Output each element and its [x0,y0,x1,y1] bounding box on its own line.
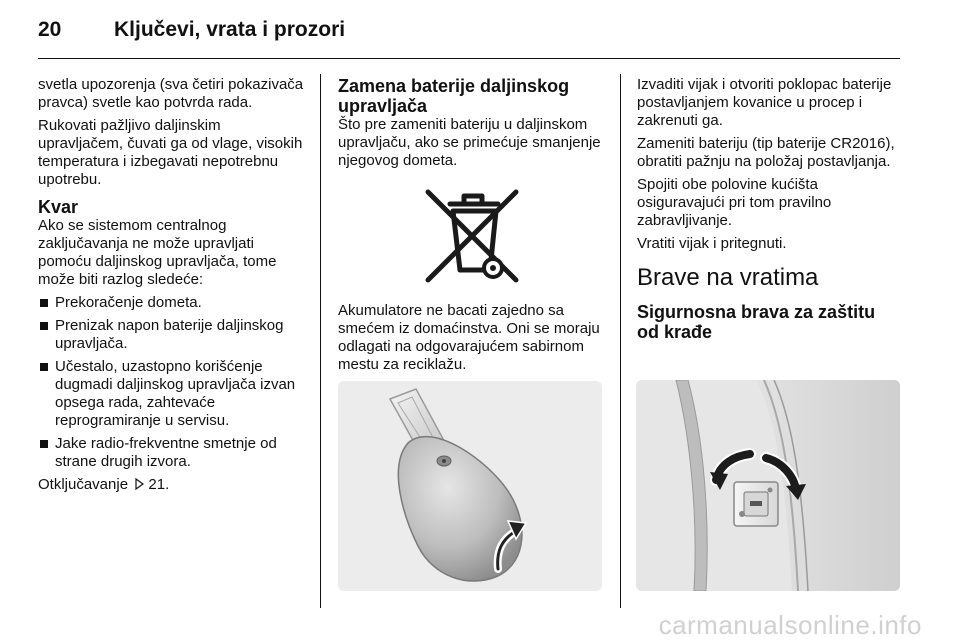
column-divider-1 [320,74,321,608]
bullet-list [38,294,306,471]
xref-label: Otključavanje [38,476,129,493]
paragraph: Spojiti obe polovine kućišta osiguravajući pri tom pravilno zabravljivanje. [637,176,832,229]
list-item-text: Učestalo, uzastopno korišćenje dugmadi daljinskog upravljača izvan opsega rada, zahtevaće reprogramiranje u servisu. [55,358,296,429]
bullet-square-icon [40,363,48,371]
list-item-text: Jake radio-frekventne smetnje od strane drugih izvora. [55,435,277,470]
column-divider-2 [620,74,621,608]
list-item-text: Prenizak napon baterije daljinskog upravljača. [55,317,284,352]
paragraph: Vratiti vijak i pritegnuti. [637,235,787,252]
paragraph: svetla upozorenja (sva četiri pokazivača pravca) svetle kao potvrda rada. [38,76,304,111]
bullet-square-icon [40,299,48,307]
paragraph: Izvaditi vijak i otvoriti poklopac baterije postavljanjem kovanice u procep i zakrenuti ga. [637,76,892,129]
paragraph: Rukovati pažljivo daljinskim upravljačem, čuvati ga od vlage, visokih temperatura i izbegavati nepotrebnu upotrebu. [38,117,303,188]
paragraph: Akumulatore ne bacati zajedno sa smećem iz domaćinstva. Oni se moraju odlagati na odgovarajućem sabirnom mestu za reciklažu. [338,302,600,373]
xref-page: 21. [148,476,170,493]
paragraph: Što pre zameniti bateriju u daljinskom upravljaču, ako se primećuje smanjenje njegovog dometa. [338,116,601,169]
list-item-text: Prekoračenje dometa. [55,294,202,311]
header-rule [38,58,900,59]
list-item [38,358,306,430]
list-item [38,317,306,353]
list-item [38,294,306,312]
list-item [38,435,306,471]
remote-key-illustration [338,381,602,591]
subheading-anti-theft-lock: Sigurnosna brava za zaštitu od krađe [637,302,876,342]
watermark: carmanualsonline.info [658,610,922,640]
section-heading-door-locks: Brave na vratima [637,264,819,291]
section-heading-kvar: Kvar [38,197,79,217]
column-3 [637,76,902,342]
column-1 [38,76,306,499]
cross-reference[interactable] [38,476,306,494]
column-2 [338,76,606,379]
section-heading-battery: Zamena baterije daljinskog upravljača [338,76,570,116]
page-number: 20 [38,18,62,41]
door-lock-illustration [636,380,900,591]
crossed-out-wheelie-bin-icon [338,184,606,286]
bullet-square-icon [40,440,48,448]
paragraph: Ako se sistemom centralnog zaključavanja ne može upravljati pomoću daljinskog upravljača, tome može biti razlog sledeće: [38,217,277,288]
running-title: Ključevi, vrata i prozori [114,18,346,41]
bullet-square-icon [40,322,48,330]
paragraph: Zameniti bateriju (tip baterije CR2016), obratiti pažnju na položaj postavljanja. [637,135,895,170]
triangle-arrow-right-icon [135,476,144,494]
